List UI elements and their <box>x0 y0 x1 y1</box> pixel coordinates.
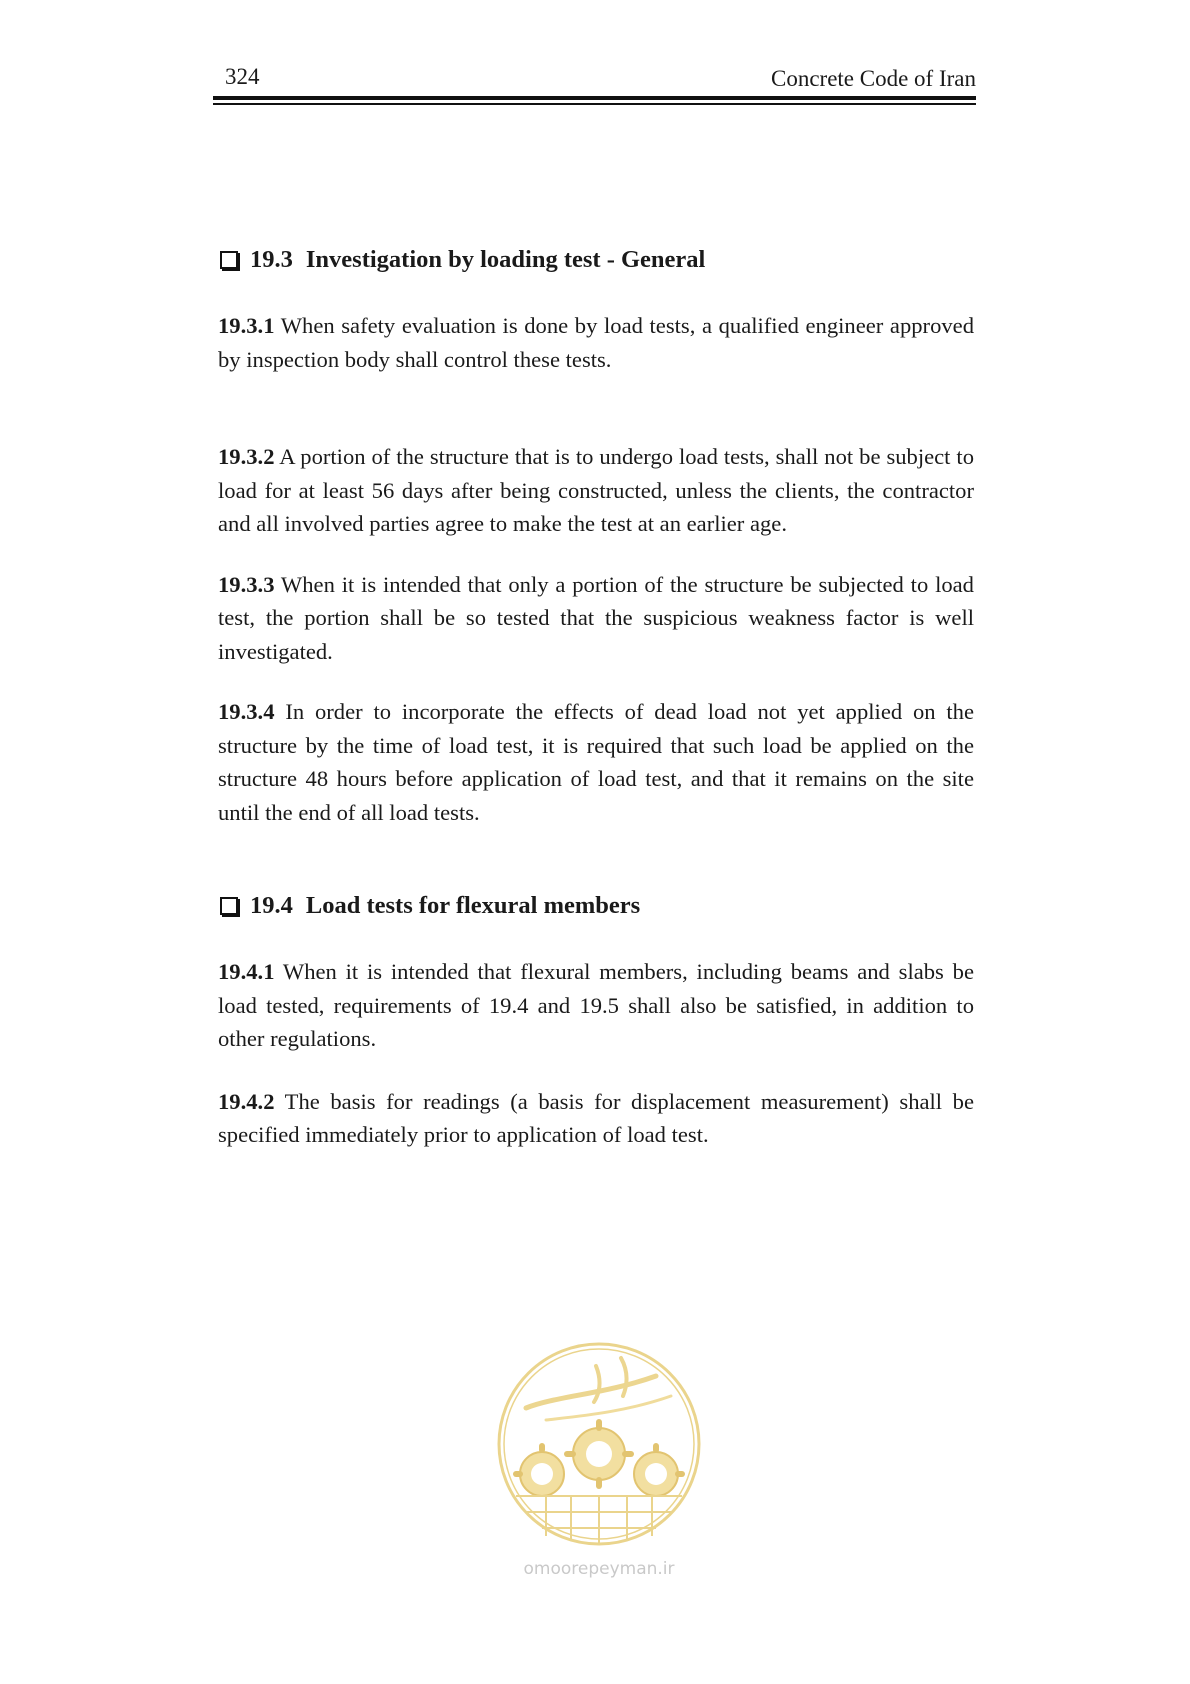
checkbox-bullet-icon <box>220 251 238 269</box>
watermark-logo <box>486 1336 712 1606</box>
page-body <box>218 240 974 1152</box>
section-title: Load tests for flexural members <box>305 892 641 919</box>
clause-19-3-2 <box>218 440 974 541</box>
header-rule-thin <box>213 103 976 105</box>
clause-19-4-1 <box>218 955 974 1056</box>
section-number: 19.3 <box>250 246 293 273</box>
running-title: Concrete Code of Iran <box>770 66 976 91</box>
clause-number: 19.3.1 <box>218 313 275 338</box>
watermark-emblem-icon <box>486 1336 712 1556</box>
clause-number: 19.3.3 <box>218 571 275 597</box>
section-heading-19-3 <box>218 240 974 280</box>
clause-number: 19.3.4 <box>218 699 275 724</box>
section-number: 19.4 <box>250 892 293 919</box>
clause-text: When safety evaluation is done by load tests, a qualified engineer approved by inspection body shall control these tests. <box>218 313 974 372</box>
clause-number: 19.4.2 <box>218 1088 275 1114</box>
checkbox-bullet-icon <box>220 897 238 915</box>
header-rule-thick <box>213 96 976 100</box>
section-title: Investigation by loading test - General <box>305 246 706 273</box>
section-heading-19-4 <box>218 886 974 926</box>
clause-number: 19.3.2 <box>218 444 275 469</box>
clause-19-4-2 <box>218 1085 974 1152</box>
clause-number: 19.4.1 <box>218 959 275 984</box>
clause-text: When it is intended that flexural members, including beams and slabs be load tested, requirements of 19.4 and 19.5 shall also be satisfied, in addition to other regulations. <box>218 959 974 1051</box>
clause-text: When it is intended that only a portion of the structure be subjected to load test, the portion shall be so tested that the suspicious weakness factor is well investigated. <box>218 571 974 664</box>
clause-19-3-4 <box>218 695 974 829</box>
page-number: 324 <box>225 64 260 89</box>
clause-19-3-1 <box>218 309 974 376</box>
clause-text: The basis for readings (a basis for displacement measurement) shall be specified immediately prior to application of load test. <box>218 1088 974 1147</box>
clause-19-3-3 <box>218 568 974 669</box>
clause-text: A portion of the structure that is to undergo load tests, shall not be subject to load for at least 56 days after being constructed, unless the clients, the contractor and all involved parties agree to make the test at an earlier age. <box>218 444 974 536</box>
page-header <box>213 64 976 104</box>
clause-text: In order to incorporate the effects of dead load not yet applied on the structure by the time of load test, it is required that such load be applied on the structure 48 hours before application of load test, and that it remains on the site until the end of all load tests. <box>218 699 974 825</box>
watermark-site: omoorepeyman.ir <box>523 1559 675 1579</box>
